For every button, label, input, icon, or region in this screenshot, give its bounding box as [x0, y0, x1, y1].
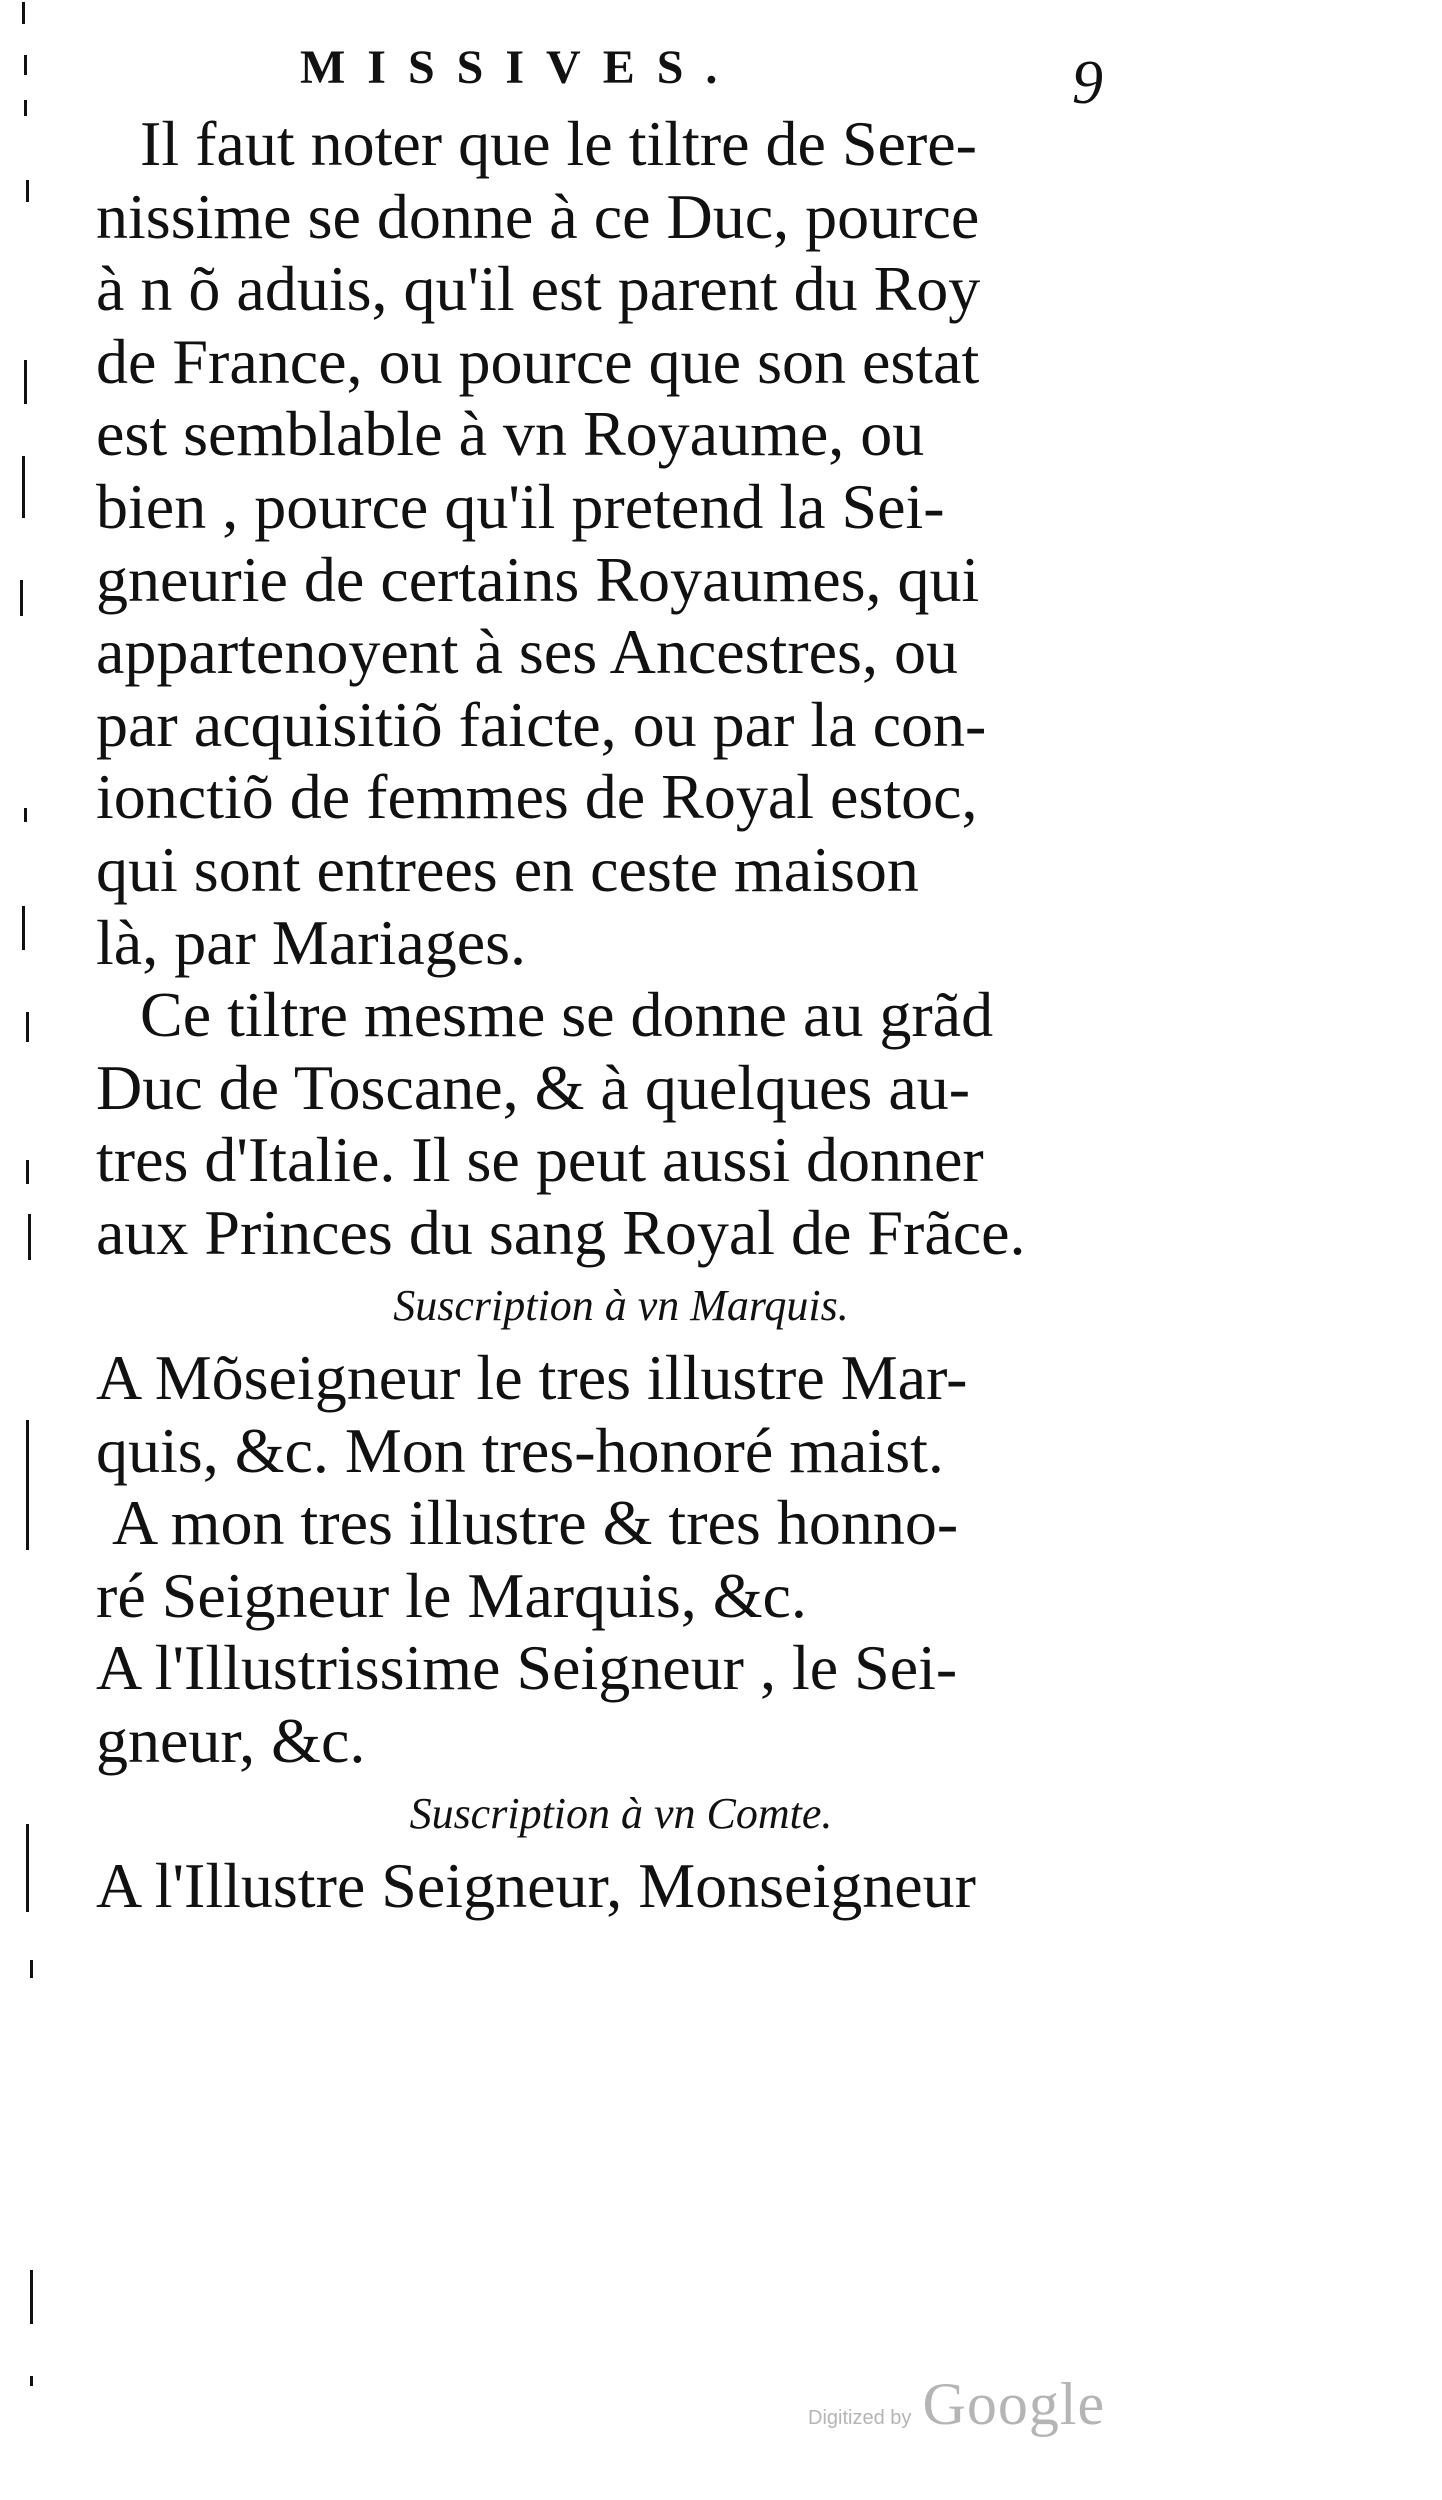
- margin-mark: [24, 55, 27, 75]
- page-header: [300, 40, 1140, 117]
- margin-mark: [30, 2270, 33, 2324]
- text-line: gneur, &c.: [96, 1705, 366, 1777]
- text-line: quis, &c. Mon tres-honoré maist.: [96, 1414, 944, 1486]
- text-line: A Mõseigneur le tres illustre Mar-: [96, 1342, 968, 1414]
- watermark-prefix: Digitized by: [808, 2407, 912, 2429]
- text-line: par acquisitiõ faicte, ou par la con-: [96, 688, 987, 760]
- google-logo: Google: [922, 2371, 1106, 2437]
- margin-mark: [26, 1012, 29, 1042]
- text-line: à n õ aduis, qu'il est parent du Roy: [96, 253, 981, 325]
- text-line: Duc de Toscane, & à quelques au-: [96, 1051, 971, 1123]
- running-title: MISSIVES.: [300, 41, 740, 94]
- text-line: qui sont entrees en ceste maison: [96, 833, 919, 905]
- section-heading: Suscription à vn Comte.: [409, 1788, 833, 1838]
- margin-mark: [24, 808, 27, 822]
- text-line: appartenoyent à ses Ancestres, ou: [96, 616, 958, 688]
- text-line: A mon tres illustre & tres honno-: [112, 1487, 959, 1559]
- margin-mark: [26, 1824, 29, 1912]
- margin-mark: [28, 1214, 31, 1260]
- text-line: bien , pource qu'il pretend la Sei-: [96, 470, 945, 542]
- text-line: A l'Illustrissime Seigneur , le Sei-: [96, 1632, 958, 1704]
- text-line: aux Princes du sang Royal de Frãce.: [96, 1196, 1026, 1268]
- body-text: [96, 108, 1116, 1923]
- margin-mark: [24, 100, 27, 116]
- text-line: de France, ou pource que son estat: [96, 325, 980, 397]
- text-line: A l'Illustre Seigneur, Monseigneur: [96, 1850, 976, 1922]
- margin-mark: [22, 2, 25, 24]
- text-line: là, par Mariages.: [96, 906, 527, 978]
- margin-mark: [20, 580, 23, 616]
- digitized-by-google-watermark: [808, 2370, 1105, 2439]
- margin-mark: [24, 360, 27, 404]
- text-line: tres d'Italie. Il se peut aussi donner: [96, 1124, 984, 1196]
- margin-mark: [22, 906, 25, 950]
- margin-mark: [22, 456, 25, 518]
- margin-mark: [30, 2376, 33, 2386]
- page-number: 9: [1072, 49, 1103, 117]
- text-line: gneurie de certains Royaumes, qui: [96, 543, 980, 615]
- section-heading: Suscription à vn Marquis.: [393, 1280, 849, 1330]
- text-line: Il faut noter que le tiltre de Sere-: [140, 108, 977, 179]
- text-line: Ce tiltre mesme se donne au grãd: [140, 979, 994, 1051]
- text-line: est semblable à vn Royaume, ou: [96, 398, 925, 470]
- text-line: ionctiõ de femmes de Royal estoc,: [96, 761, 978, 833]
- margin-mark: [26, 1160, 29, 1184]
- margin-mark: [26, 180, 29, 202]
- margin-mark: [26, 1420, 29, 1550]
- text-line: ré Seigneur le Marquis, &c.: [96, 1559, 807, 1631]
- margin-mark: [30, 1960, 33, 1978]
- text-line: nissime se donne à ce Duc, pource: [96, 180, 980, 252]
- left-margin-edge: [0, 0, 60, 2500]
